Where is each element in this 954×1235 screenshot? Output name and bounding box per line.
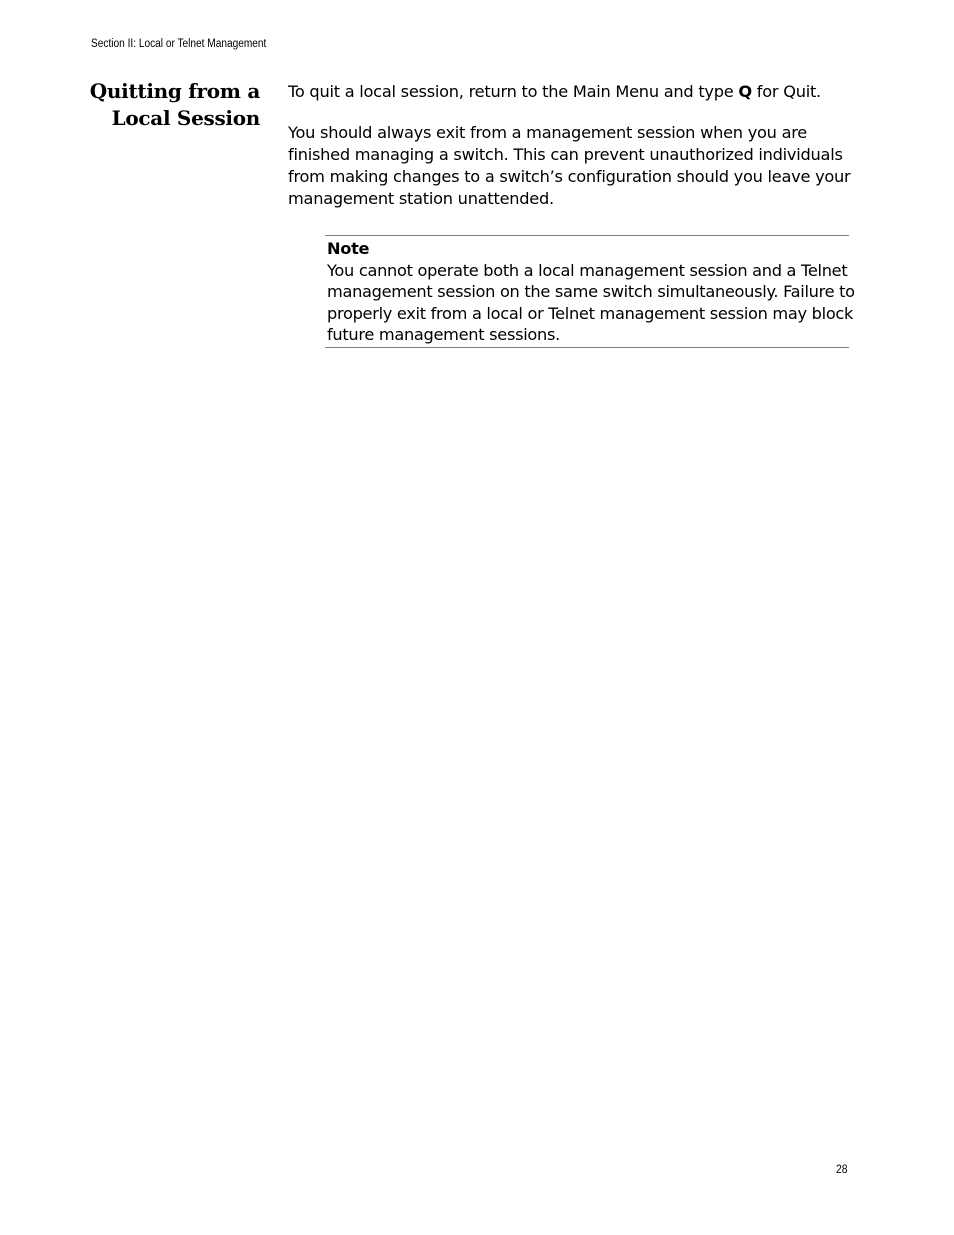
section-heading-line-2: Local Session [111,106,260,130]
exit-advice-line: You should always exit from a management session when you are [288,123,808,142]
note-line: properly exit from a local or Telnet management session may block [327,303,854,323]
quit-instruction-text: To quit a local session, return to the Main Menu and type [288,82,739,101]
exit-advice-line: management station unattended. [288,189,554,208]
quit-key: Q [738,82,752,101]
note-line: You cannot operate both a local management session and a Telnet [327,260,848,280]
body-text [288,81,858,210]
section-heading-line-1: Quitting from a [89,79,260,103]
paragraph-quit-instruction [288,81,858,103]
note-line: management session on the same switch simultaneously. Failure to [327,282,855,302]
exit-advice-line: from making changes to a switch’s configuration should you leave your [288,167,851,186]
paragraph-exit-advice [288,122,858,210]
note-line: future management sessions. [327,325,560,345]
exit-advice-line: finished managing a switch. This can prevent unauthorized individuals [288,145,843,164]
quit-instruction-suffix: for Quit. [751,82,821,101]
note-title: Note [327,239,370,258]
page-number: 28 [836,1164,848,1176]
section-heading [60,78,260,132]
running-header: Section II: Local or Telnet Management [91,38,267,50]
note-box [325,235,855,348]
